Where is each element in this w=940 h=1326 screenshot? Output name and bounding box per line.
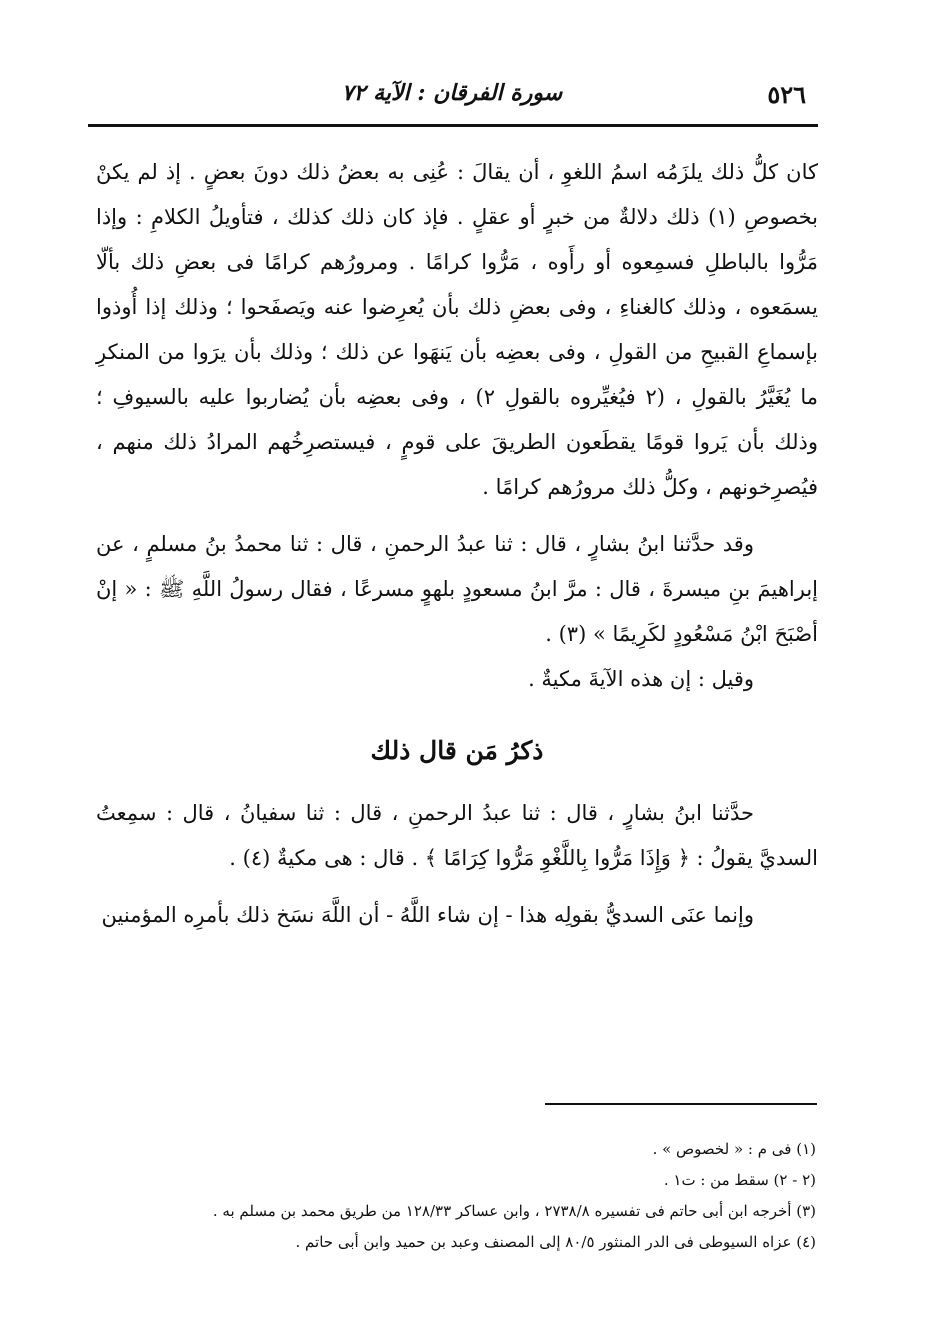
page-number: ٥٢٦ [767, 80, 806, 109]
paragraph-5: وإنما عنَى السديُّ بقولِه هذا - إن شاء اللَّهُ - أن اللَّهَ نسَخ ذلك بأمرِه المؤمنين [101, 903, 754, 927]
header-rule [88, 124, 818, 127]
paragraph-4: حدَّثنا ابنُ بشارٍ ، قال : ثنا عبدُ الرحمنِ ، قال : ثنا سفيانُ ، قال : سمِعتُ السديَّ يقولُ : ﴿ وَإِذَا مَرُّوا بِاللَّغْوِ مَرُّوا كِرَامًا ﴾ . قال : هى مكيةٌ (٤) . [96, 801, 818, 870]
page-header [88, 68, 816, 118]
section-heading: ذكرُ مَن قال ذلك [370, 736, 544, 765]
main-text [96, 150, 818, 938]
running-title: سورة الفرقان : الآية ٧٢ [341, 80, 563, 106]
footnote-3: (٣) أخرجه ابن أبى حاتم فى تفسيره ٢٧٣٨/٨ ، وابن عساكر ١٢٨/٣٣ من طريق محمد بن مسلم به . [212, 1202, 816, 1220]
footnote-2: (٢ - ٢) سقط من : ت١ . [663, 1171, 816, 1189]
footnotes [90, 1134, 816, 1258]
footnote-4: (٤) عزاه السيوطى فى الدر المنثور ٨٠/٥ إلى المصنف وعبد بن حميد وابن أبى حاتم . [295, 1233, 816, 1251]
paragraph-1: كان كلُّ ذلك يلزَمُه اسمُ اللغوِ ، أن يقالَ : عُنِى به بعضُ ذلك دونَ بعضٍ . إذ لم يكنْ بخصوصِ (١) ذلك دلالةٌ من خبرٍ أو عقلٍ . فإذ كان ذلك كذلك ، فتأويلُ الكلامِ : وإذا مَرُّوا بالباطلِ فسمِعوه أو رأَوه ، مَرُّوا كرامًا . ومرورُهم كرامًا فى بعضِ ذلك بألّا يسمَعوه ، وذلك كالغناءِ ، وفى بعضِ ذلك بأن يُعرِضوا عنه ويَصفَحوا ؛ وذلك إذا أُوذوا بإسماعِ القبيحِ من القولِ ، وفى بعضِه بأن يَنهَوا عن ذلك ؛ وذلك بأن يرَوا من المنكرِ ما يُغَيَّرُ بالقولِ ، (٢ فيُغيِّروه بالقولِ ٢) ، وفى بعضِه بأن يُضاربوا عليه بالسيوفِ ؛ وذلك بأن يَروا قومًا يقطَعون الطريقَ على قومٍ ، فيستصرِخُهم المرادُ ذلك منهم ، فيُصرِخونهم ، وكلُّ ذلك مرورُهم كرامًا . [96, 160, 819, 499]
footnote-rule [545, 1103, 817, 1105]
footnote-1: (١) فى م : « لخصوص » . [652, 1140, 816, 1158]
paragraph-3: وقيل : إن هذه الآيةَ مكيةٌ . [528, 667, 754, 691]
paragraph-2: وقد حدَّثنا ابنُ بشارٍ ، قال : ثنا عبدُ الرحمنِ ، قال : ثنا محمدُ بنُ مسلمٍ ، عن إبراهيمَ بنِ ميسرةَ ، قال : مرَّ ابنُ مسعودٍ بلهوٍ مسرعًا ، فقال رسولُ اللَّهِ ﷺ : « إنْ أصْبَحَ ابْنُ مَسْعُودٍ لكَرِيمًا » (٣) . [96, 532, 818, 646]
